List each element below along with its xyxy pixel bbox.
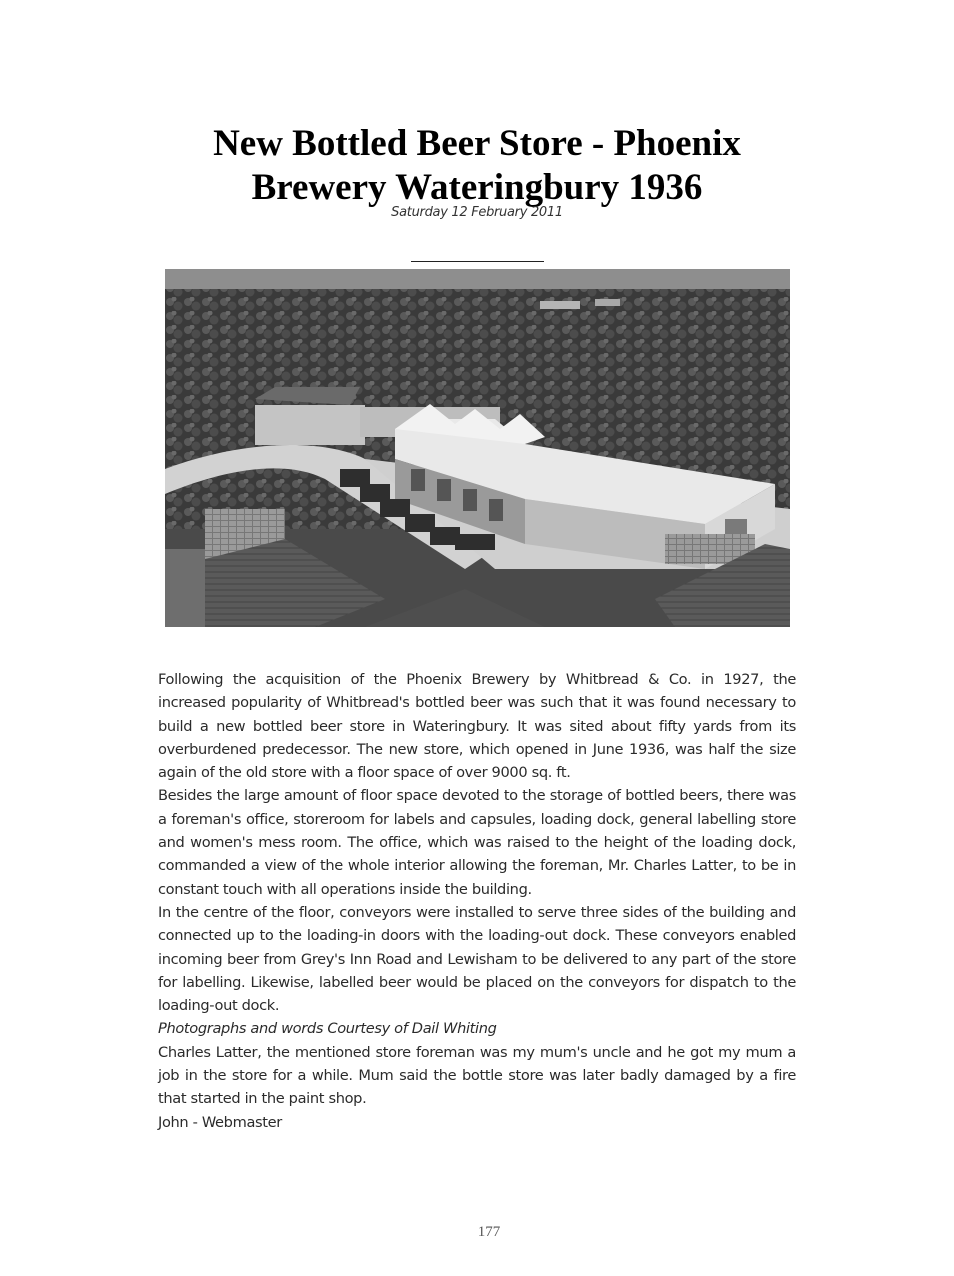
page-number: 177 <box>477 1224 501 1240</box>
article-title-line-1: New Bottled Beer Store - Phoenix <box>213 123 741 164</box>
article-paragraph-2: Besides the large amount of floor space devoted to the storage of bottled beers, there was a foreman's office, storeroom for labels and capsules, loading dock, general labelling store and women's mess room. The office, which was raised to the height of the loading dock, commanded a view of the whole interior allowing the foreman, Mr. Charles Latter, to be in constant touch with all operations inside the building. <box>158 787 796 898</box>
article-paragraph-1: Following the acquisition of the Phoenix Brewery by Whitbread & Co. in 1927, the increased popularity of Whitbread's bottled beer was such that it was found necessary to build a new bottled beer store in Wateringbury. It was sited about fifty yards from its overburdened predecessor. The new store, which opened in June 1936, was half the size again of the old store with a floor space of over 9000 sq. ft. <box>158 671 796 782</box>
article-date: Saturday 12 February 2011 <box>391 205 563 220</box>
photo-credit: Photographs and words Courtesy of Dail Whiting <box>158 1020 497 1038</box>
brewery-photograph <box>165 269 790 627</box>
article-body <box>158 668 796 1134</box>
article-title-line-2: Brewery Wateringbury 1936 <box>251 167 703 208</box>
title-divider <box>411 261 544 262</box>
signature: John - Webmaster <box>158 1113 282 1131</box>
photograph-icon <box>165 269 790 627</box>
article-title <box>0 122 954 210</box>
webmaster-comment: Charles Latter, the mentioned store foreman was my mum's uncle and he got my mum a job in the store for a while. Mum said the bottle store was later badly damaged by a fire that started in the paint shop. <box>158 1043 796 1108</box>
article-paragraph-3: In the centre of the floor, conveyors were installed to serve three sides of the building and connected up to the loading-in doors with the loading-out dock. These conveyors enabled incoming beer from Grey's Inn Road and Lewisham to be delivered to any part of the store for labelling. Likewise, labelled beer would be placed on the conveyors for dispatch to the loading-out dock. <box>158 903 796 1015</box>
